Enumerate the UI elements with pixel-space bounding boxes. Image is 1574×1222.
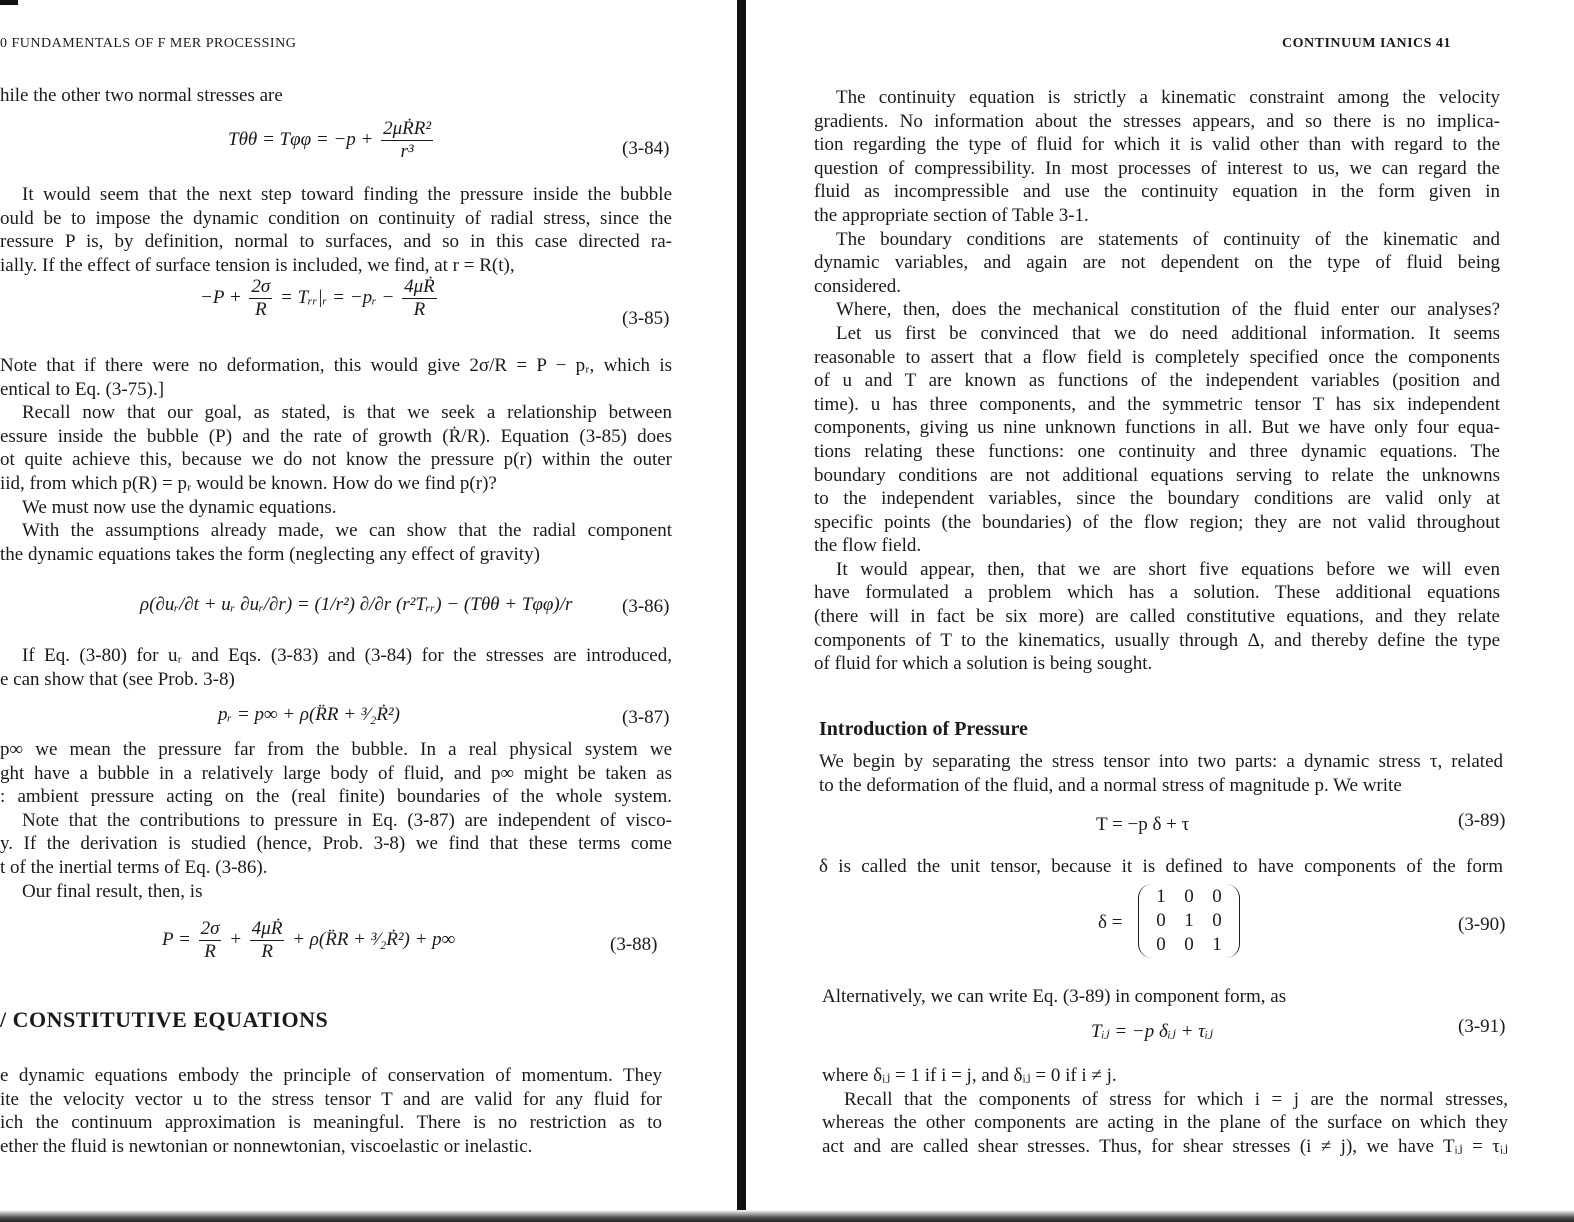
numerator: 2σ: [200, 918, 220, 939]
text-line: of fluid for which a solution is being sought.: [814, 653, 1153, 675]
text-block: [0, 644, 672, 691]
text-line: It would appear, then, that we are short five equations before we will even: [836, 558, 1500, 580]
text-line: question of compressibility. In most processes of interest to us, we can regard the: [814, 157, 1500, 179]
right-page: [746, 0, 1574, 1222]
text-block: [0, 84, 672, 108]
text-line: We must now use the dynamic equations.: [22, 496, 337, 518]
text-line: entical to Eq. (3-75).]: [0, 378, 165, 400]
text-line: Let us first be convinced that we do need additional information. It seems: [836, 322, 1500, 344]
text-line: specific points (the boundaries) of the flow region; they are not valid throughout: [814, 511, 1500, 533]
denominator: R: [413, 299, 426, 320]
text-line: dynamic variables, and again are not dependent on the type of fluid being: [814, 252, 1500, 274]
text-line: ould be to impose the dynamic condition on continuity of radial stress, since the: [0, 207, 672, 229]
matrix-cell: 0: [1184, 886, 1194, 907]
numerator: 4μṘ: [251, 918, 283, 939]
eq-part: + ρ(R̈R + ³⁄₂Ṙ²) + p∞: [292, 928, 456, 950]
text-line: ether the fluid is newtonian or nonnewtonian, viscoelastic or inelastic.: [0, 1135, 533, 1157]
matrix-cell: 0: [1156, 910, 1166, 931]
matrix-label: δ =: [1098, 912, 1123, 933]
text-block: [819, 855, 1503, 879]
text-line: p∞ we mean the pressure far from the bubble. In a real physical system we: [0, 739, 672, 760]
text-line: : ambient pressure acting on the (real finite) boundaries of the whole system.: [0, 786, 672, 808]
text-line: ich the continuum approximation is meaningful. There is no restriction as to: [0, 1112, 662, 1134]
text-line: components, giving us nine unknown functions in all. But we have only four equa-: [814, 417, 1500, 439]
fraction: [249, 276, 272, 321]
denominator: R: [261, 941, 273, 962]
text-line: whereas the other components are acting in the plane of the surface on which they: [822, 1112, 1508, 1134]
unit-tensor-matrix: [1138, 884, 1240, 958]
text-line: Note that the contributions to pressure in Eq. (3-87) are independent of visco-: [22, 809, 672, 831]
text-line: gradients. No information about the stresses appears, and so there is no implica-: [814, 110, 1500, 132]
text-line: If Eq. (3-80) for uᵣ and Eqs. (3-83) and (3-84) for the stresses are introduced,: [22, 645, 672, 666]
equation-3-85: [200, 276, 440, 321]
text-line: act and are called shear stresses. Thus, for shear stresses (i ≠ j), we have Tᵢⱼ = τᵢⱼ: [822, 1135, 1508, 1157]
text-line: reasonable to assert that a flow field is completely specified once the components: [814, 346, 1500, 368]
text-line: hile the other two normal stresses are: [0, 85, 283, 106]
text-line: of u and T are known as functions of the independent variables (position and: [814, 370, 1500, 392]
text-line: δ is called the unit tensor, because it is defined to have components of the form: [819, 856, 1503, 877]
equation-number: (3-88): [610, 934, 658, 955]
eq-part: = Tᵣᵣ|ᵣ = −pᵣ −: [280, 286, 395, 308]
equation-3-84: [228, 118, 436, 163]
text-block: [822, 1064, 1508, 1158]
section-heading: / CONSTITUTIVE EQUATIONS: [0, 1007, 329, 1032]
text-block: [0, 738, 672, 903]
eq-lhs: Tθθ = Tφφ = −p +: [228, 128, 374, 150]
running-header: 0 FUNDAMENTALS OF F MER PROCESSING: [0, 36, 297, 51]
text-line: With the assumptions already made, we can show that the radial component: [22, 520, 672, 542]
text-block: [814, 86, 1500, 676]
eq-part: +: [229, 928, 243, 950]
text-block: [0, 1064, 662, 1158]
text-line: iid, from which p(R) = pᵣ would be known. How do we find p(r)?: [0, 472, 497, 494]
text-line: We begin by separating the stress tensor into two parts: a dynamic stress τ, related: [819, 751, 1503, 772]
text-line: ressure P is, by definition, normal to surfaces, and so in this case directed ra-: [0, 231, 672, 253]
eq-part: P =: [162, 928, 191, 950]
section-heading: Introduction of Pressure: [819, 718, 1028, 740]
text-block: [0, 183, 672, 277]
numerator: 2μṘR²: [383, 118, 432, 139]
text-line: Alternatively, we can write Eq. (3-89) in component form, as: [822, 986, 1287, 1007]
text-line: the flow field.: [814, 535, 922, 557]
equation-3-87: pᵣ = p∞ + ρ(R̈R + ³⁄₂Ṙ²): [218, 704, 400, 725]
text-line: ite the velocity vector u to the stress tensor T and are valid for any fluid for: [0, 1088, 662, 1110]
text-block: [822, 985, 1506, 1009]
text-line: considered.: [814, 275, 902, 297]
matrix-cell: 0: [1212, 910, 1222, 931]
matrix-cell: 0: [1184, 934, 1194, 955]
equation-number: (3-90): [1458, 914, 1506, 935]
text-line: to the independent variables, since the boundary conditions are valid only at: [814, 488, 1500, 510]
numerator: 2σ: [251, 276, 271, 297]
text-line: have formulated a problem which has a solution. These additional equations: [814, 582, 1500, 604]
text-line: components of T to the kinematics, usually through Δ, and thereby define the type: [814, 629, 1500, 651]
matrix-cell: 0: [1212, 886, 1222, 907]
denominator: R: [255, 299, 267, 320]
equation-number: (3-91): [1458, 1016, 1506, 1037]
text-line: Recall now that our goal, as stated, is that we seek a relationship between: [22, 402, 672, 424]
numerator: 4μṘ: [404, 276, 435, 297]
matrix-cell: 1: [1184, 910, 1194, 931]
text-line: the appropriate section of Table 3-1.: [814, 204, 1089, 226]
equation-number: (3-86): [622, 596, 670, 617]
text-line: y. If the derivation is studied (hence, Prob. 3-8) we find that these terms come: [0, 833, 672, 855]
matrix-cell: 1: [1156, 886, 1166, 907]
fraction: [381, 118, 433, 163]
text-line: ght have a bubble in a relatively large body of fluid, and p∞ might be taken as: [0, 762, 672, 784]
text-line: It would seem that the next step toward finding the pressure inside the bubble: [22, 184, 672, 205]
text-line: to the deformation of the fluid, and a normal stress of magnitude p. We write: [819, 774, 1402, 796]
fraction: [199, 918, 222, 963]
text-line: boundary conditions are not additional equations serving to relate the unknowns: [814, 464, 1500, 486]
equation-3-91: Tᵢⱼ = −p δᵢⱼ + τᵢⱼ: [1091, 1021, 1213, 1042]
fraction: [402, 276, 437, 321]
text-line: (there will in fact be six more) are called constitutive equations, and they relate: [814, 606, 1500, 628]
text-line: t of the inertial terms of Eq. (3-86).: [0, 856, 268, 878]
text-line: where δᵢⱼ = 1 if i = j, and δᵢⱼ = 0 if i ≠ j.: [822, 1065, 1117, 1086]
text-line: Where, then, does the mechanical constitution of the fluid enter our analyses?: [836, 299, 1500, 321]
text-line: fluid as incompressible and use the continuity equation in the form given in: [814, 181, 1500, 203]
text-line: The continuity equation is strictly a kinematic constraint among the velocity: [836, 87, 1500, 108]
eq-part: −P +: [200, 286, 242, 308]
page-gutter: [737, 0, 746, 1222]
left-page: [0, 0, 737, 1222]
text-line: Note that if there were no deformation, this would give 2σ/R = P − pᵣ, which is: [0, 355, 672, 376]
equation-3-89: T = −p δ + τ: [1096, 814, 1190, 835]
text-block: [819, 750, 1503, 797]
matrix-cell: 1: [1212, 934, 1222, 955]
text-line: Recall that the components of stress for which i = j are the normal stresses,: [844, 1088, 1508, 1110]
equation-3-86: ρ(∂uᵣ/∂t + uᵣ ∂uᵣ/∂r) = (1/r²) ∂/∂r (r²Tᵣᵣ) − (Tθθ + Tφφ)/r: [140, 594, 573, 615]
text-block: [0, 354, 672, 566]
text-line: ially. If the effect of surface tension is included, we find, at r = R(t),: [0, 254, 515, 276]
text-line: tions relating these functions: one continuity and three dynamic equations. The: [814, 440, 1500, 462]
equation-number: (3-89): [1458, 810, 1506, 831]
text-line: e dynamic equations embody the principle of conservation of momentum. They: [0, 1065, 662, 1086]
denominator: r³: [400, 141, 414, 162]
denominator: R: [204, 941, 216, 962]
text-line: ot quite achieve this, because we do not know the pressure p(r) within the outer: [0, 449, 672, 471]
equation-3-88: [162, 918, 455, 963]
text-line: essure inside the bubble (P) and the rate of growth (Ṙ/R). Equation (3-85) does: [0, 425, 672, 447]
equation-number: (3-84): [622, 138, 670, 159]
scan-edge: [0, 1210, 1574, 1222]
equation-number: (3-85): [622, 308, 670, 329]
fraction: [250, 918, 285, 963]
text-line: tion regarding the type of fluid for which it is valid other than with regard to the: [814, 134, 1500, 156]
running-header: CONTINUUM IANICS 41: [1282, 36, 1451, 51]
text-line: Our final result, then, is: [22, 880, 203, 902]
text-line: the dynamic equations takes the form (neglecting any effect of gravity): [0, 543, 540, 565]
text-line: e can show that (see Prob. 3-8): [0, 668, 235, 690]
matrix-cell: 0: [1156, 934, 1166, 955]
text-line: The boundary conditions are statements of continuity of the kinematic and: [836, 228, 1500, 250]
text-line: time). u has three components, and the symmetric tensor T has six independent: [814, 393, 1500, 415]
equation-number: (3-87): [622, 707, 670, 728]
